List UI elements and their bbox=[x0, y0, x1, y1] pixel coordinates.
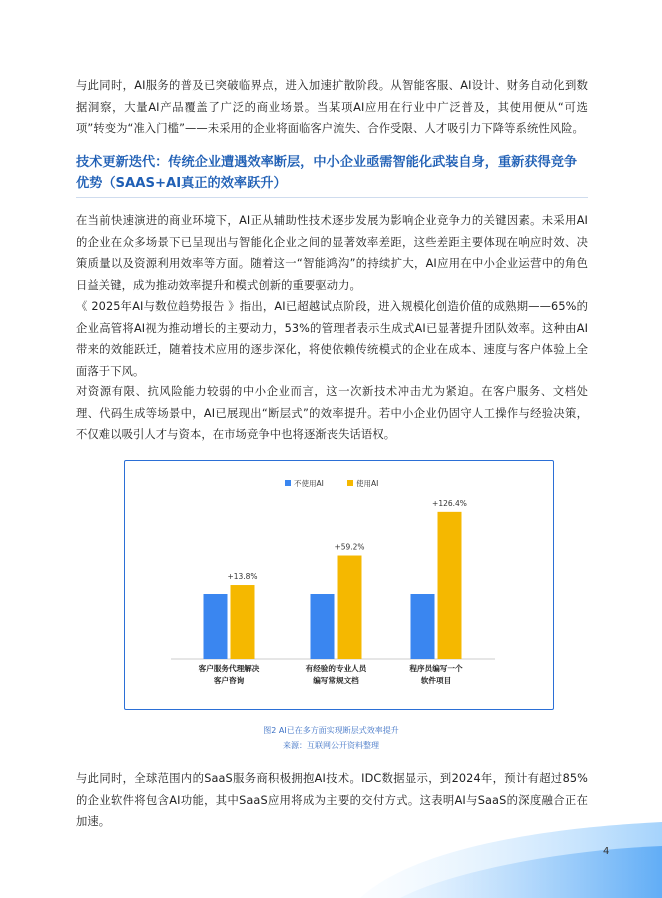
data-label-2: +126.4% bbox=[432, 498, 467, 508]
legend-label-no-ai: 不使用AI bbox=[294, 479, 324, 488]
bar-with-ai-1 bbox=[338, 556, 362, 659]
efficiency-chart bbox=[124, 460, 554, 710]
data-label-0: +13.8% bbox=[227, 572, 258, 582]
bar-with-ai-2 bbox=[438, 512, 462, 659]
bar-no-ai-2 bbox=[411, 594, 435, 659]
paragraph-saas-ai: 与此同时，全球范围内的SaaS服务商积极拥抱AI技术。IDC数据显示，到2024年，预计有超过85%的企业软件将包含AI功能，其中SaaS应用将成为主要的交付方式。这表明AI与SaaS的深度融合正在加速。 bbox=[76, 772, 588, 828]
category-label-2-1: 软件项目 bbox=[420, 676, 452, 685]
paragraph-report-findings: 《 2025年AI与数位趋势报告 》指出，AI已超越试点阶段，进入规模化创造价值的成熟期——65%的企业高管将AI视为推动增长的主要动力，53%的管理者表示生成式AI已显著提升团队效率。这种由AI带来的效能跃迁，随着技术应用的逐步深化，将使依赖传统模式的企业在成本、速度与客户体验上全面落于下风。 bbox=[76, 300, 588, 378]
bar-no-ai-0 bbox=[204, 594, 228, 659]
paragraph-intelligence-gap: 在当前快速演进的商业环境下，AI正从辅助性技术逐步发展为影响企业竞争力的关键因素。未采用AI的企业在众多场景下已呈现出与智能化企业之间的显著效率差距，这些差距主要体现在响应时效、决策质量以及资源利用效率等方面。随着这一“智能鸿沟”的持续扩大，AI应用在中小企业运营中的角色日益关键，成为推动效率提升和模式创新的重要驱动力。 bbox=[76, 214, 588, 292]
bar-with-ai-0 bbox=[231, 585, 255, 659]
legend-swatch-with-ai bbox=[347, 480, 353, 486]
heading-divider bbox=[76, 197, 588, 198]
category-label-2-0: 程序员编写一个 bbox=[409, 664, 463, 673]
paragraph-sme-urgency: 对资源有限、抗风险能力较弱的中小企业而言，这一次新技术冲击尤为紧迫。在客户服务、文档处理、代码生成等场景中，AI已展现出“断层式”的效率提升。若中小企业仍固守人工操作与经验决策，不仅难以吸引人才与资本，在市场竞争中也将逐渐丧失话语权。 bbox=[76, 385, 588, 441]
category-label-0-1: 客户咨询 bbox=[213, 676, 245, 685]
chart-canvas bbox=[125, 461, 555, 711]
legend-swatch-no-ai bbox=[285, 480, 291, 486]
section-heading: 技术更新迭代：传统企业遭遇效率断层，中小企业亟需智能化武装自身，重新获得竞争优势（SAAS+AI真正的效率跃升） bbox=[76, 155, 578, 191]
bar-no-ai-1 bbox=[311, 594, 335, 659]
legend-label-with-ai: 使用AI bbox=[356, 479, 379, 488]
category-label-1-0: 有经验的专业人员 bbox=[305, 664, 367, 673]
category-label-1-1: 编写常规文档 bbox=[313, 676, 359, 685]
category-label-0-0: 客户服务代理解决 bbox=[198, 664, 260, 673]
figure-source: 来源：互联网公开资料整理 bbox=[283, 741, 379, 750]
page-number: 4 bbox=[603, 846, 610, 857]
figure-caption: 图2 AI已在多方面实现断层式效率提升 bbox=[263, 726, 399, 735]
paragraph-ai-diffusion: 与此同时，AI服务的普及已突破临界点，进入加速扩散阶段。从智能客服、AI设计、财务自动化到数据洞察，大量AI产品覆盖了广泛的商业场景。当某项AI应用在行业中广泛普及，其使用便从“可选项”转变为“准入门槛”——未采用的企业将面临客户流失、合作受限、人才吸引力下降等系统性风险。 bbox=[76, 79, 588, 135]
data-label-1: +59.2% bbox=[334, 542, 365, 552]
